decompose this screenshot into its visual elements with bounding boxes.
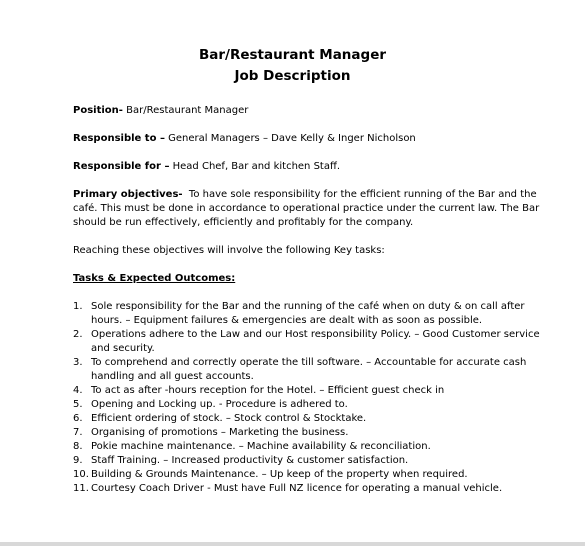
position-line xyxy=(73,104,513,118)
list-item-text: To act as after -hours reception for the Hotel. – Efficient guest check in xyxy=(91,385,445,396)
responsible-for-label: Responsible for – xyxy=(73,161,170,172)
position-value: Bar/Restaurant Manager xyxy=(122,105,249,116)
list-item-number: 1. xyxy=(73,301,83,312)
list-item-number: 5. xyxy=(73,399,83,410)
list-item xyxy=(73,300,525,328)
list-item xyxy=(73,426,513,440)
list-item-text: Staff Training. – Increased productivity & customer satisfaction. xyxy=(91,455,409,466)
list-item-text: Sole responsibility for the Bar and the running of the café when on duty & on call after xyxy=(91,301,525,312)
list-item-text: Pokie machine maintenance. – Machine availability & reconciliation. xyxy=(91,441,431,452)
list-item-text-cont: handling and all guest accounts. xyxy=(91,371,254,382)
primary-objectives-line-2: café. This must be done in accordance to operational practice under the current law. The Bar xyxy=(73,203,540,214)
list-item xyxy=(73,398,513,412)
list-item xyxy=(73,482,513,496)
document-title: Bar/Restaurant Manager xyxy=(198,47,387,63)
tasks-list xyxy=(73,300,540,496)
list-item-number: 10. xyxy=(73,469,89,480)
primary-objectives-line-1 xyxy=(73,188,537,202)
list-item xyxy=(73,412,513,426)
list-item-text: Courtesy Coach Driver - Must have Full NZ licence for operating a manual vehicle. xyxy=(91,483,503,494)
list-item xyxy=(73,454,513,468)
document-subtitle: Job Description xyxy=(234,68,351,84)
list-item-number: 11. xyxy=(73,483,89,494)
list-item xyxy=(73,468,513,482)
list-item xyxy=(73,384,513,398)
list-item-text: Opening and Locking up. - Procedure is adhered to. xyxy=(91,399,348,410)
list-item-number: 4. xyxy=(73,385,83,396)
responsible-to-line xyxy=(73,132,513,146)
list-item xyxy=(73,356,527,384)
list-item-number: 7. xyxy=(73,427,83,438)
list-item-text: Operations adhere to the Law and our Host responsibility Policy. – Good Customer service xyxy=(91,329,540,340)
tasks-heading-line xyxy=(73,272,513,286)
page-bottom-edge xyxy=(0,542,585,546)
list-item-text: Building & Grounds Maintenance. – Up keep of the property when required. xyxy=(91,469,468,480)
list-item-number: 3. xyxy=(73,357,83,368)
primary-objectives-text-1: To have sole responsibility for the efficient running of the Bar and the xyxy=(182,189,537,200)
list-item-number: 2. xyxy=(73,329,83,340)
key-tasks-intro: Reaching these objectives will involve the following Key tasks: xyxy=(73,245,385,256)
tasks-heading: Tasks & Expected Outcomes: xyxy=(73,273,236,284)
responsible-to-label: Responsible to – xyxy=(73,133,165,144)
primary-objectives-label: Primary objectives- xyxy=(73,189,183,200)
primary-objectives-paragraph xyxy=(73,188,540,230)
list-item xyxy=(73,440,513,454)
primary-objectives-line-3: should be run effectively, efficiently and profitably for the company. xyxy=(73,217,414,228)
list-item-text: To comprehend and correctly operate the till software. – Accountable for accurate cash xyxy=(91,357,527,368)
list-item-number: 8. xyxy=(73,441,83,452)
list-item-text-cont: and security. xyxy=(91,343,155,354)
list-item-text: Organising of promotions – Marketing the business. xyxy=(91,427,349,438)
list-item-text-cont: hours. – Equipment failures & emergencies are dealt with as soon as possible. xyxy=(91,315,483,326)
list-item-number: 9. xyxy=(73,455,83,466)
list-item xyxy=(73,328,540,356)
position-label: Position- xyxy=(73,105,123,116)
responsible-to-value: General Managers – Dave Kelly & Inger Nicholson xyxy=(164,133,416,144)
responsible-for-value: Head Chef, Bar and kitchen Staff. xyxy=(169,161,341,172)
list-item-text: Efficient ordering of stock. – Stock control & Stocktake. xyxy=(91,413,367,424)
list-item-number: 6. xyxy=(73,413,83,424)
responsible-for-line xyxy=(73,160,513,174)
